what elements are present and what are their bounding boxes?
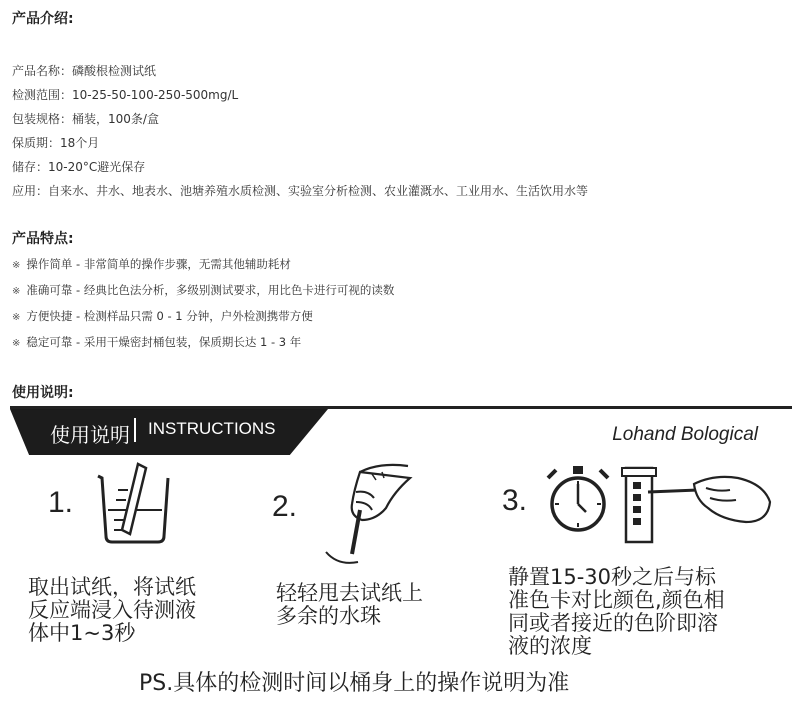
step-1-line: 反应端浸入待测液 bbox=[28, 598, 196, 622]
step-3-line: 准色卡对比颜色,颜色相 bbox=[508, 588, 725, 612]
bullet-mark: ※ bbox=[12, 286, 21, 297]
feature-item bbox=[12, 308, 313, 324]
bullet-mark: ※ bbox=[12, 338, 21, 349]
feature-text: 准确可靠 - 经典比色法分析，多级别测试要求，用比色卡进行可视的读数 bbox=[26, 283, 395, 297]
step-3-line: 同或者接近的色阶即溶 bbox=[508, 611, 718, 635]
feature-text: 操作简单 - 非常简单的操作步骤，无需其他辅助耗材 bbox=[26, 257, 291, 271]
features-title: 产品特点: bbox=[12, 231, 74, 247]
step-1-number: 1. bbox=[48, 486, 74, 519]
usage-title: 使用说明: bbox=[12, 385, 74, 401]
intro-line-application: 应用：自来水、井水、地表水、池塘养殖水质检测、实验室分析检测、农业灌溉水、工业用水、生活饮用水等 bbox=[12, 184, 589, 198]
beaker-icon bbox=[92, 464, 182, 544]
step-2-number: 2. bbox=[272, 490, 298, 523]
bullet-mark: ※ bbox=[12, 312, 21, 323]
brand-name: Lohand Bological bbox=[612, 424, 758, 445]
instructions-panel bbox=[10, 406, 792, 702]
feature-item bbox=[12, 256, 291, 272]
feature-text: 方便快捷 - 检测样品只需 0 - 1 分钟，户外检测携带方便 bbox=[26, 309, 313, 323]
intro-title: 产品介绍: bbox=[12, 11, 74, 27]
intro-line-shelf-life: 保质期：18个月 bbox=[12, 136, 100, 150]
bullet-mark: ※ bbox=[12, 260, 21, 271]
banner-title-en: INSTRUCTIONS bbox=[148, 419, 276, 438]
color-chart-comparison-icon bbox=[618, 466, 778, 546]
step-2-line: 轻轻甩去试纸上 bbox=[276, 581, 423, 605]
step-3-line: 液的浓度 bbox=[508, 634, 592, 658]
step-2-text bbox=[276, 582, 423, 628]
shaking-hand-icon bbox=[316, 458, 426, 568]
feature-text: 稳定可靠 - 采用干燥密封桶包装，保质期长达 1 - 3 年 bbox=[26, 335, 302, 349]
step-3-number: 3. bbox=[502, 484, 528, 517]
panel-top-rule bbox=[10, 406, 792, 409]
step-1-line: 取出试纸，将试纸 bbox=[28, 575, 196, 599]
banner-separator bbox=[134, 418, 136, 442]
step-1-line: 体中1~3秒 bbox=[28, 621, 136, 645]
intro-line-name: 产品名称：磷酸根检测试纸 bbox=[12, 64, 157, 78]
step-1-text bbox=[28, 576, 196, 645]
stopwatch-icon bbox=[546, 464, 614, 536]
step-3-line: 静置15-30秒之后与标 bbox=[508, 565, 717, 589]
feature-item bbox=[12, 334, 301, 350]
banner-title-cn: 使用说明 bbox=[50, 423, 130, 447]
intro-line-storage: 储存：10-20°C避光保存 bbox=[12, 160, 146, 174]
ps-note: PS.具体的检测时间以桶身上的操作说明为准 bbox=[139, 671, 570, 696]
intro-line-range: 检测范围：10-25-50-100-250-500mg/L bbox=[12, 88, 239, 102]
intro-line-package: 包装规格：桶装，100条/盒 bbox=[12, 112, 159, 126]
step-3-text bbox=[508, 566, 725, 658]
step-2-line: 多余的水珠 bbox=[276, 604, 381, 628]
feature-item bbox=[12, 282, 394, 298]
